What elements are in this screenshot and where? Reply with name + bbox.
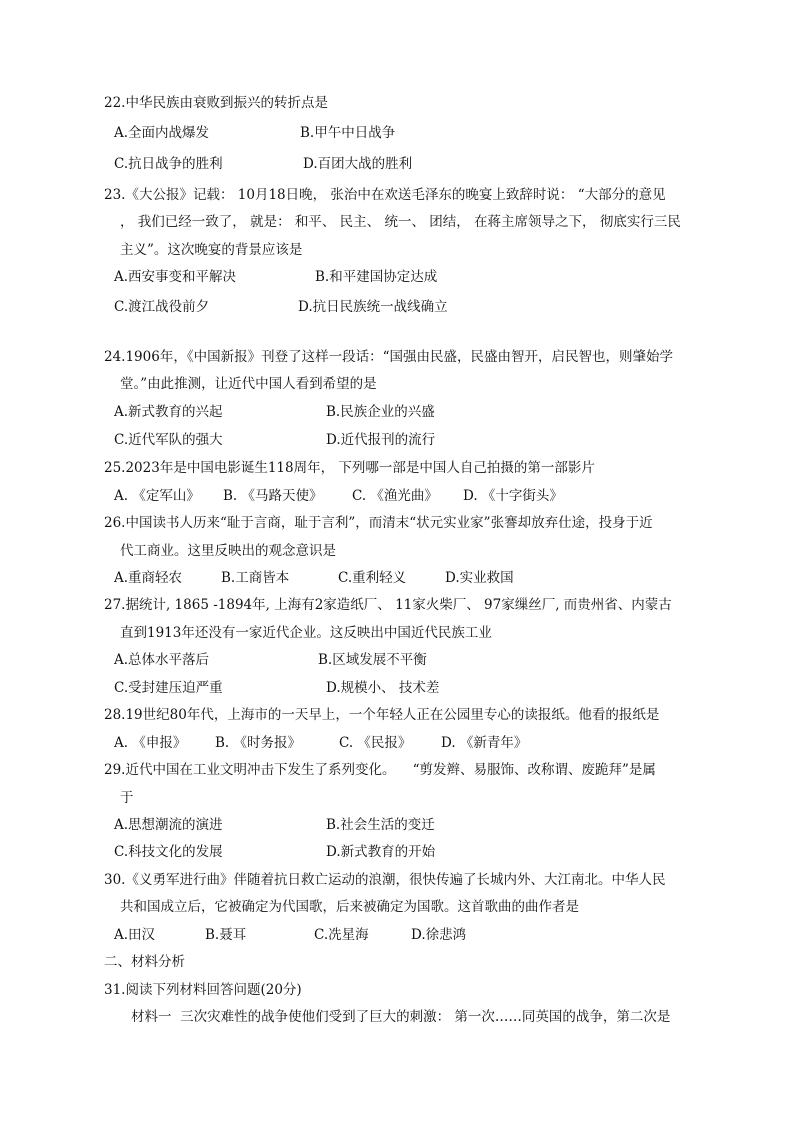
question-29-option-a: A.思想潮流的演进 xyxy=(114,817,223,833)
question-22-option-d: D.百团大战的胜利 xyxy=(303,156,413,172)
question-28-option-c: C. 《民报》 xyxy=(339,735,412,751)
question-30-option-a: A.田汉 xyxy=(114,927,156,943)
question-25-option-d: D. 《十字街头》 xyxy=(463,488,563,504)
question-22-stem: 22.中华民族由衰败到振兴的转折点是 xyxy=(104,95,328,111)
question-29-stem-line-2: 于 xyxy=(120,790,134,806)
question-29-stem-line-1: 29.近代中国在工业文明冲击下发生了系列变化。 “剪发辫、易服饰、改称谓、废跪拜”是属 xyxy=(104,762,656,778)
question-29-option-b: B.社会生活的变迁 xyxy=(326,817,435,833)
question-24-option-c: C.近代军队的强大 xyxy=(114,432,223,448)
question-23-stem-line-2: ， 我们已经一致了， 就是： 和平、 民主、 统一、 团结， 在蒋主席领导之下， 彻底实行三民 xyxy=(120,214,681,230)
question-30-option-b: B.聂耳 xyxy=(205,927,247,943)
question-22-option-c: C.抗日战争的胜利 xyxy=(114,156,223,172)
question-27-stem-line-2: 直到1913年还没有一家近代企业。这反映出中国近代民族工业 xyxy=(120,625,492,641)
question-23-stem-line-1: 23.《大公报》记载： 10月18日晚， 张治中在欢送毛泽东的晚宴上致辞时说： “大部分的意见 xyxy=(104,187,666,203)
question-25-option-c: C. 《渔光曲》 xyxy=(352,488,438,504)
question-27-option-a: A.总体水平落后 xyxy=(114,652,210,668)
question-23-option-a: A.西安事变和平解决 xyxy=(114,269,237,285)
question-23-option-b: B.和平建国协定达成 xyxy=(315,269,438,285)
question-27-option-d: D.规模小、 技术差 xyxy=(326,680,440,696)
question-27-option-b: B.区域发展不平衡 xyxy=(318,652,427,668)
question-23-option-d: D.抗日民族统一战线确立 xyxy=(298,299,448,315)
question-24-option-a: A.新式教育的兴起 xyxy=(114,404,223,420)
section-heading: 二、材料分析 xyxy=(104,954,185,970)
question-28-stem: 28.19世纪80年代，上海市的一天早上，一个年轻人正在公园里专心的读报纸。他看的报纸是 xyxy=(104,707,660,723)
question-30-option-c: C.冼星海 xyxy=(314,927,369,943)
question-24-option-b: B.民族企业的兴盛 xyxy=(326,404,435,420)
question-30-option-d: D.徐悲鸿 xyxy=(411,927,467,943)
question-26-option-d: D.实业救国 xyxy=(445,570,514,586)
question-30-stem-line-2: 共和国成立后，它被确定为代国歌，后来被确定为国歌。这首歌曲的曲作者是 xyxy=(120,899,579,915)
question-26-option-c: C.重利轻义 xyxy=(338,570,407,586)
question-22-option-a: A.全面内战爆发 xyxy=(114,125,210,141)
question-23-stem-line-3: 主义”。这次晚宴的背景应该是 xyxy=(120,242,303,258)
question-28-option-b: B. 《时务报》 xyxy=(215,735,302,751)
question-26-option-b: B.工商皆本 xyxy=(221,570,290,586)
material-1-text: 材料一 三次灾难性的战争使他们受到了巨大的刺激： 第一次……同英国的战争，第二次是 xyxy=(131,1009,671,1025)
question-24-stem-line-2: 堂。”由此推测，让近代中国人看到希望的是 xyxy=(120,376,377,392)
question-29-option-d: D.新式教育的开始 xyxy=(326,844,436,860)
question-24-option-d: D.近代报刊的流行 xyxy=(326,432,436,448)
question-28-option-d: D. 《新青年》 xyxy=(441,735,528,751)
question-26-option-a: A.重商轻农 xyxy=(114,570,183,586)
question-26-stem-line-1: 26.中国读书人历来“耻于言商，耻于言利”，而清末“状元实业家”张謇却放弃仕途，投身于近 xyxy=(104,515,653,531)
question-23-option-c: C.渡江战役前夕 xyxy=(114,299,210,315)
question-24-stem-line-1: 24.1906年，《中国新报》刊登了这样一段话：“国强由民盛，民盛由智开，启民智也，则肇始学 xyxy=(104,349,673,365)
question-29-option-c: C.科技文化的发展 xyxy=(114,844,223,860)
question-27-option-c: C.受封建压迫严重 xyxy=(114,680,223,696)
question-22-option-b: B.甲午中日战争 xyxy=(300,125,396,141)
question-28-option-a: A. 《申报》 xyxy=(114,735,187,751)
question-31-stem: 31.阅读下列材料回答问题(20分) xyxy=(104,982,302,998)
question-25-option-b: B. 《马路天使》 xyxy=(223,488,323,504)
question-27-stem-line-1: 27.据统计, 1865 -1894年, 上海有2家造纸厂、 11家火柴厂、 97家缫丝厂, 而贵州省、内蒙古 xyxy=(104,597,672,613)
question-26-stem-line-2: 代工商业。这里反映出的观念意识是 xyxy=(120,543,336,559)
question-25-option-a: A. 《定军山》 xyxy=(114,488,200,504)
question-25-stem: 25.2023年是中国电影诞生118周年， 下列哪一部是中国人自己拍摄的第一部影片 xyxy=(104,460,595,476)
question-30-stem-line-1: 30.《义勇军进行曲》伴随着抗日救亡运动的浪潮，很快传遍了长城内外、大江南北。中华人民 xyxy=(104,872,666,888)
